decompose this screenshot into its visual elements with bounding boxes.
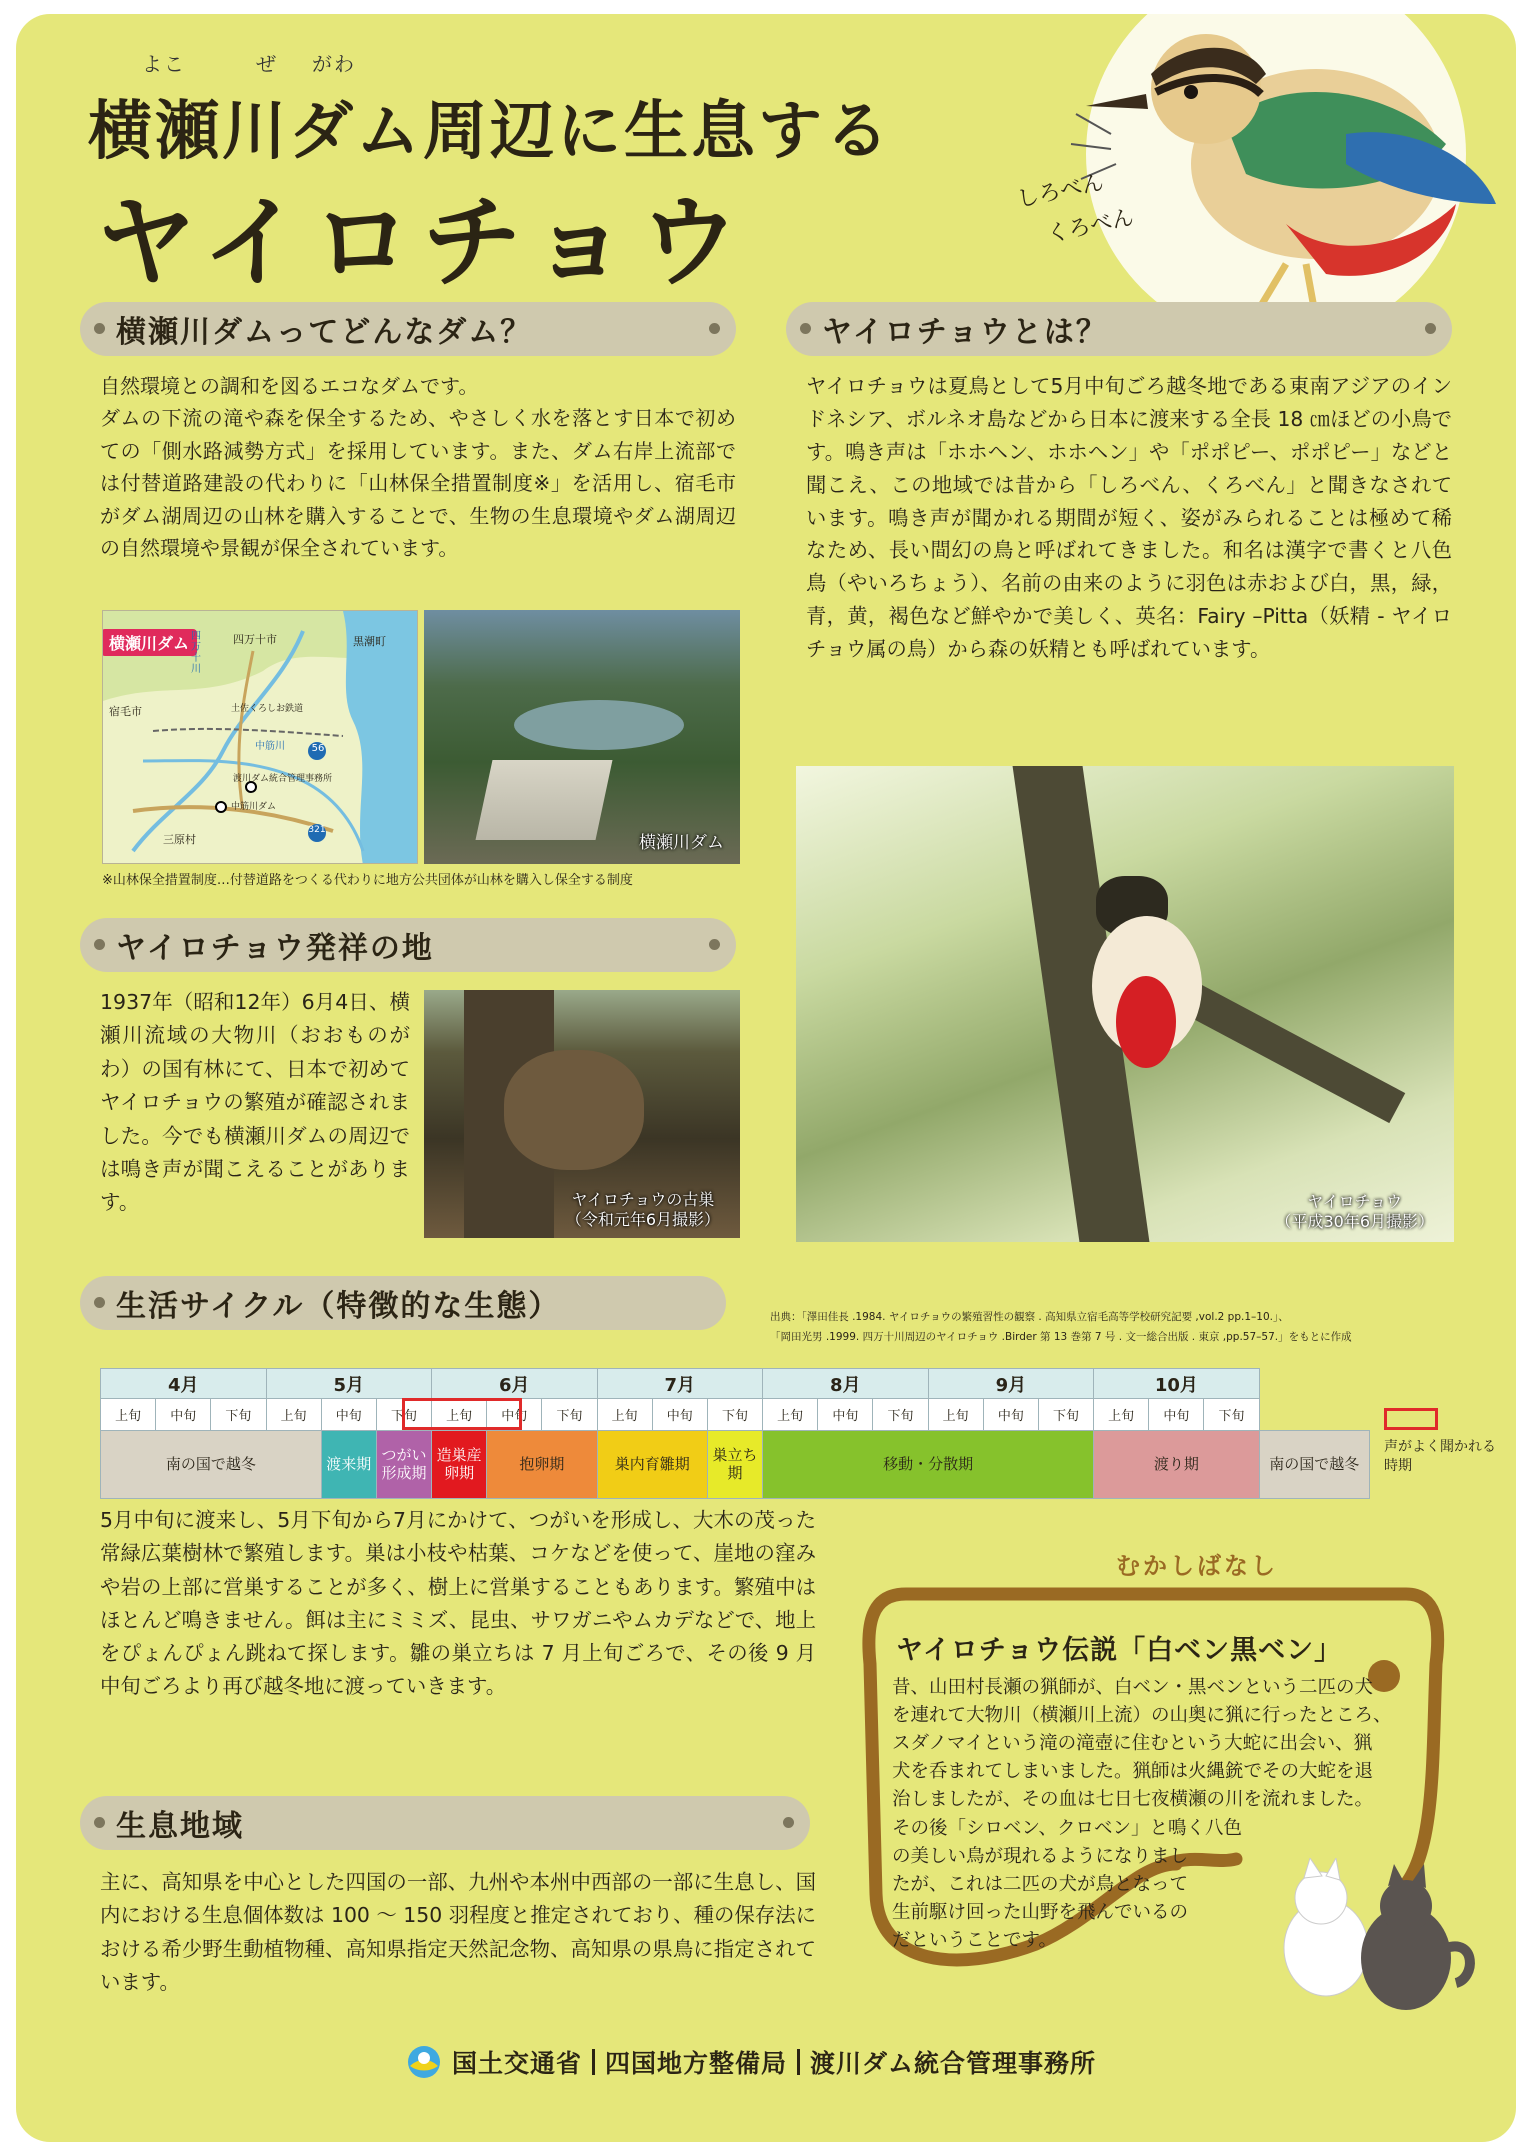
period-cell: 中旬	[487, 1399, 542, 1431]
ruby-ze: ぜ	[256, 52, 278, 76]
source-line-2: 「岡田光男 .1999. 四万十川周辺のヤイロチョウ .Birder 第 13 巻第 7 号 . 文一総合出版 . 東京 ,pp.57–57.」をもとに作成	[770, 1330, 1352, 1343]
map-label: 三原村	[163, 833, 196, 846]
story-line: たが、これは二匹の犬が鳥となって	[892, 1873, 1189, 1895]
pill-dot	[94, 1817, 105, 1828]
pitta-caption-line2: （平成30年6月撮影）	[1275, 1212, 1434, 1231]
dam-photo	[424, 610, 740, 864]
month-cell: 4月	[101, 1369, 267, 1399]
period-cell: 上旬	[597, 1399, 652, 1431]
legend-text: 声がよく聞かれる時期	[1384, 1439, 1496, 1474]
period-cell: 下旬	[211, 1399, 266, 1431]
stage-nestling: 巣内育雛期	[597, 1431, 707, 1499]
stage-nest-build: 造巣産卵期	[432, 1431, 487, 1499]
life-cycle-calendar	[100, 1368, 1370, 1499]
map-label: 四万十市	[233, 633, 277, 646]
stage-pairing: つがい形成期	[376, 1431, 431, 1499]
story-line: を連れて大物川（横瀬川上流）の山奥に猟に行ったところ、	[892, 1705, 1392, 1727]
pill-dot	[94, 939, 105, 950]
period-cell: 中旬	[156, 1399, 211, 1431]
pill-dot	[783, 1817, 794, 1828]
origin-description: 1937年（昭和12年）6月4日、横瀬川流域の大物川（おおものがわ）の国有林にて、日本で初めてヤイロチョウの繁殖が確認されました。今でも横瀬川ダムの周辺では鳴き声が聞こえることがあります。	[100, 990, 410, 1215]
pitta-photo-caption	[1275, 1192, 1434, 1232]
story-line: の美しい鳥が現れるようになりまし	[892, 1845, 1189, 1867]
mlit-logo-icon	[406, 2044, 442, 2080]
ruby-gawa: がわ	[312, 52, 356, 76]
period-cell: 中旬	[983, 1399, 1038, 1431]
period-cell: 上旬	[763, 1399, 818, 1431]
story-line: 生前駆け回った山野を飛んでいるの	[892, 1901, 1189, 1923]
habitat-section-heading	[80, 1796, 810, 1850]
about-description: ヤイロチョウは夏鳥として5月中旬ごろ越冬地である東南アジアのインドネシア、ボルネオ島などから日本に渡来する全長 18 ㎝ほどの小鳥です。鳴き声は「ホホヘン、ホホヘン」や「ポポピー、ポポピー」などと聞こえ、この地域では昔から「しろべん、くろべん」と聞きなされています。鳴き声が聞かれる期間が短く、姿がみられることは極めて稀なため、長い間幻の鳥と呼ばれてきました。和名は漢字で書くと八色鳥（やいろちょう）、名前の由来のように羽色は赤および白，黒，緑，青，黄，褐色など鮮やかで美しく、英名：Fairy –Pitta（妖精 - ヤイロチョウ属の鳥）から森の妖精とも呼ばれています。	[806, 374, 1452, 661]
footer-org-3: 渡川ダム統合管理事務所	[810, 2049, 1097, 2078]
about-section-heading	[786, 302, 1452, 356]
dam-heading-text: 横瀬川ダムってどんなダム？	[116, 315, 533, 350]
pill-dot	[709, 323, 720, 334]
title-line-1: 横瀬川ダム周辺に生息する	[88, 95, 892, 169]
pill-dot	[800, 323, 811, 334]
habitat-description: 主に、高知県を中心とした四国の一部、九州や本州中西部の一部に生息し、国内における生息個体数は 100 ～ 150 羽程度と推定されており、種の保存法における希少野生動植物種、高知県指定天然記念物、高知県の県鳥に指定されています。	[100, 1870, 816, 1994]
nest-caption-line2: （令和元年6月撮影）	[565, 1210, 720, 1229]
map-label: 宿毛市	[109, 705, 142, 718]
dam-photo-caption: 横瀬川ダム	[639, 832, 724, 853]
map-label: 渡川ダム統合管理事務所	[233, 774, 333, 784]
nest	[504, 1050, 644, 1170]
story-line: 犬を呑まれてしまいました。猟師は火縄銃でその大蛇を退	[892, 1761, 1374, 1783]
period-cell: 中旬	[1149, 1399, 1204, 1431]
poster	[16, 14, 1516, 2142]
period-cell: 下旬	[873, 1399, 928, 1431]
footer-separator	[797, 2049, 800, 2075]
footer	[406, 2044, 1096, 2080]
pitta-caption-line1: ヤイロチョウ	[1307, 1192, 1403, 1211]
month-row	[101, 1369, 1370, 1399]
month-cell: 8月	[763, 1369, 929, 1399]
stage-dispersal: 移動・分散期	[763, 1431, 1094, 1499]
story-line: スダノマイという滝の滝壺に住むという大蛇に出会い、猟	[892, 1733, 1373, 1755]
period-cell: 中旬	[321, 1399, 376, 1431]
dam-wall	[475, 760, 612, 840]
location-map	[102, 610, 418, 864]
cycle-description: 5月中旬に渡来し、5月下旬から7月にかけて、つがいを形成し、大木の茂った常緑広葉樹林で繁殖します。巣は小枝や枯葉、コケなどを使って、崖地の窪みや岩の上部に営巣することが多く、樹上に営巣することもあります。繁殖中はほとんど鳴きません。餌は主にミミズ、昆虫、サワガニやムカデなどで、地上をぴょんぴょん跳ねて探します。雛の巣立ちは 7 月上旬ごろで、その後 9 月中旬ごろより再び越冬地に渡っていきます。	[100, 1508, 816, 1699]
story-line: 治しましたが、その血は七日七夜横瀬の川を流れました。	[892, 1789, 1374, 1811]
month-cell: 6月	[432, 1369, 598, 1399]
period-cell: 上旬	[266, 1399, 321, 1431]
month-cell: 9月	[928, 1369, 1094, 1399]
period-cell: 上旬	[1094, 1399, 1149, 1431]
period-cell: 中旬	[652, 1399, 707, 1431]
story-label: むかしばなし	[1116, 1552, 1278, 1580]
about-heading-text: ヤイロチョウとは？	[822, 315, 1108, 350]
pill-dot	[709, 939, 720, 950]
period-row	[101, 1399, 1370, 1431]
ruby-yoko: よこ	[142, 52, 186, 76]
period-cell: 下旬	[707, 1399, 762, 1431]
legend-box	[1384, 1408, 1438, 1430]
cycle-heading-text: 生活サイクル（特徴的な生態）	[116, 1289, 561, 1324]
nest-caption-line1: ヤイロチョウの古巣	[571, 1190, 715, 1209]
period-cell-call: 下旬	[376, 1399, 431, 1431]
stage-arrival: 渡来期	[321, 1431, 376, 1499]
origin-section-heading	[80, 918, 736, 972]
bird-call-2: くろべん	[1044, 205, 1137, 248]
pill-dot	[1425, 323, 1436, 334]
footer-org-1: 国土交通省	[452, 2049, 583, 2078]
pill-dot	[94, 323, 105, 334]
map-label: 中筋川	[255, 741, 285, 752]
period-cell: 下旬	[542, 1399, 597, 1431]
pitta-illustration	[1056, 14, 1516, 334]
bird-call-1: しろべん	[1014, 170, 1107, 213]
stage-winter: 南の国で越冬	[101, 1431, 322, 1499]
period-cell: 中旬	[818, 1399, 873, 1431]
title-line-2: ヤイロチョウ	[96, 184, 749, 301]
footer-org-2: 四国地方整備局	[605, 2049, 788, 2078]
month-cell: 5月	[266, 1369, 432, 1399]
map-label: 黒潮町	[353, 635, 386, 648]
story-line: だということです。	[892, 1929, 1058, 1951]
old-nest-photo	[424, 990, 740, 1238]
pill-dot	[94, 1297, 105, 1308]
stage-fledge: 巣立ち期	[707, 1431, 762, 1499]
period-cell-call: 上旬	[432, 1399, 487, 1431]
habitat-heading-text: 生息地域	[116, 1809, 244, 1844]
stage-winter: 南の国で越冬	[1259, 1431, 1369, 1499]
period-cell: 下旬	[1038, 1399, 1093, 1431]
dam-section-heading	[80, 302, 736, 356]
story-line: その後「シロベン、クロベン」と鳴く八色	[892, 1817, 1243, 1839]
dam-footnote: ※山林保全措置制度…付替道路をつくる代わりに地方公共団体が山林を購入し保全する制度	[102, 873, 633, 888]
dogs-illustration	[1266, 1858, 1486, 2028]
bird-belly	[1116, 976, 1176, 1068]
map-route: 321	[308, 825, 326, 835]
source-line-1: 出典：「澤田佳長 .1984. ヤイロチョウの繁殖習性の観察 . 高知県立宿毛高等学校研究記要 ,vol.2 pp.1–10.」、	[770, 1311, 1289, 1323]
stage-laying: 抱卵期	[487, 1431, 597, 1499]
stage-row	[101, 1431, 1370, 1499]
reservoir-water	[514, 700, 684, 750]
cycle-sources	[770, 1308, 1352, 1348]
story-line: 昔、山田村長瀬の猟師が、白ベン・黒ベンという二匹の犬	[892, 1677, 1374, 1698]
month-cell: 7月	[597, 1369, 763, 1399]
map-label: 中筋川ダム	[231, 802, 277, 812]
period-cell: 上旬	[101, 1399, 156, 1431]
story-title: ヤイロチョウ伝説「白ベン黒ベン」	[896, 1635, 1343, 1666]
map-label: 四万十川	[191, 631, 201, 675]
origin-heading-text: ヤイロチョウ発祥の地	[116, 931, 434, 966]
footer-separator	[592, 2049, 595, 2075]
map-route: 56	[311, 743, 325, 754]
nest-caption	[566, 1190, 720, 1230]
map-dam-tag: 横瀬川ダム	[102, 629, 197, 656]
dam-description: 自然環境との調和を図るエコなダムです。 ダムの下流の滝や森を保全するため、やさしく水を落とす日本で初めての「側水路減勢方式」を採用しています。また、ダム右岸上流部では付替道路建設の代わりに「山林保全措置制度※」を活用し、宿毛市がダム湖周辺の山林を購入することで、生物の生息環境やダム湖周辺の自然環境や景観が保全されています。	[100, 374, 736, 560]
month-cell: 10月	[1094, 1369, 1260, 1399]
calling-period-box	[402, 1398, 522, 1430]
period-cell: 下旬	[1204, 1399, 1259, 1431]
stage-migration: 渡り期	[1094, 1431, 1260, 1499]
period-cell: 上旬	[928, 1399, 983, 1431]
cycle-section-heading	[80, 1276, 726, 1330]
pitta-photo	[796, 766, 1454, 1242]
map-label: 土佐くろしお鉄道	[231, 704, 304, 714]
